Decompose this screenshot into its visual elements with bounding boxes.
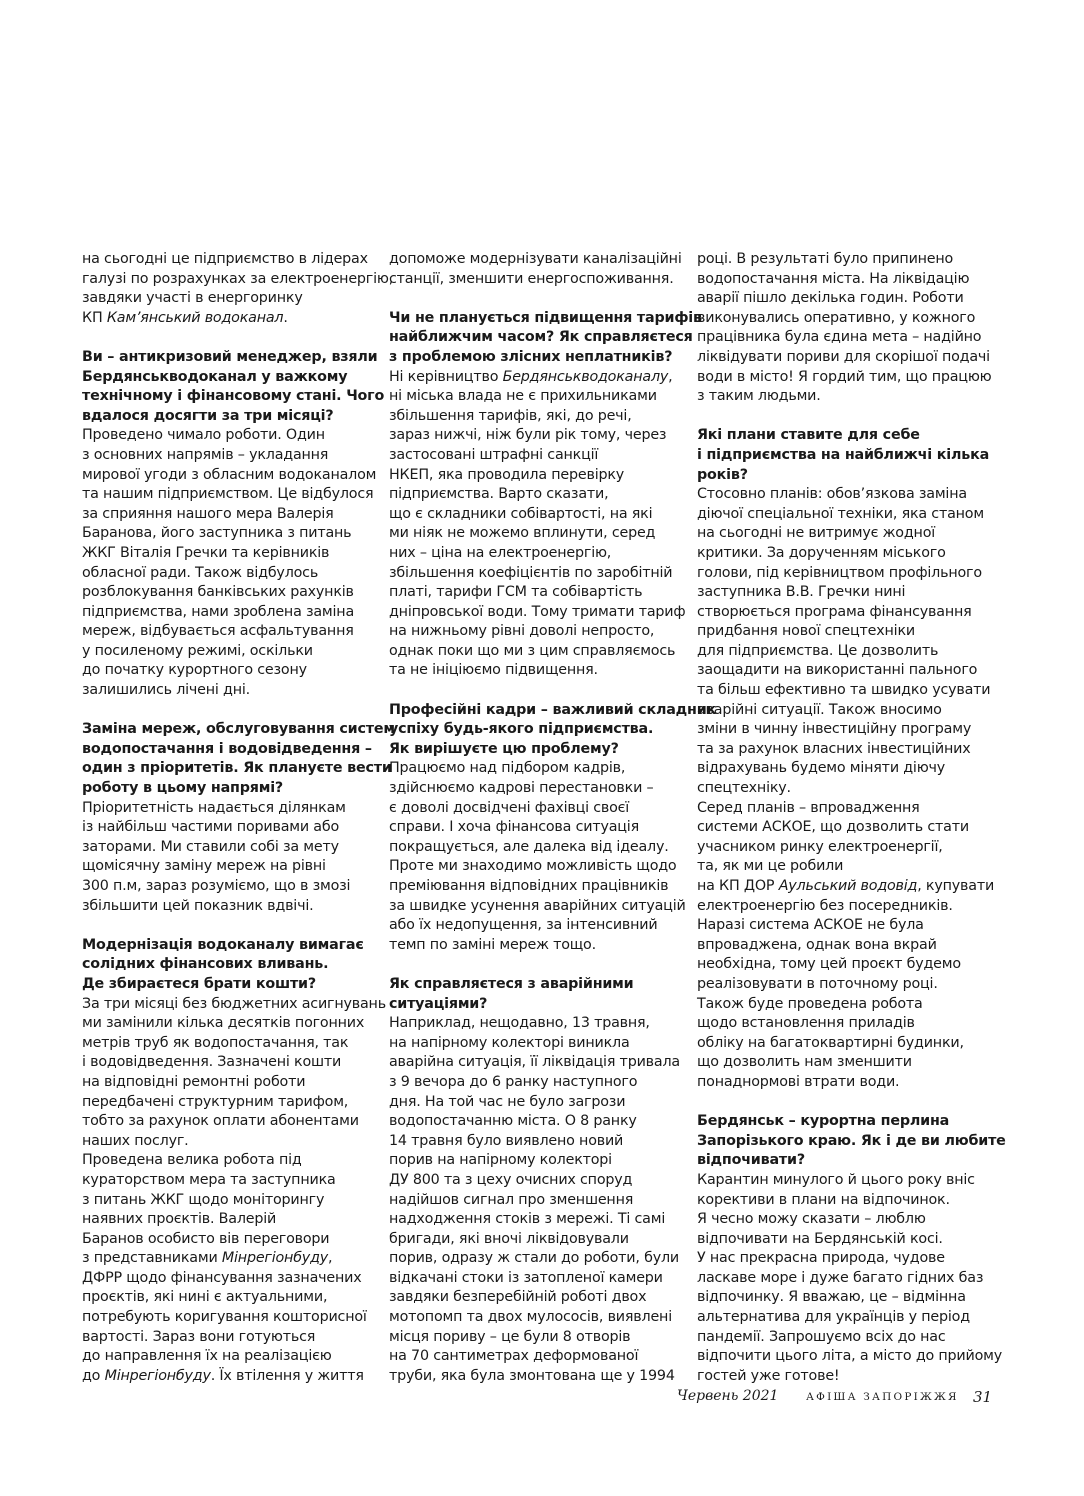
question-line: Які плани ставите для себе — [697, 427, 920, 444]
text-line: та за рахунок власних інвестиційних — [697, 740, 971, 757]
text-line: виконувались оперативно, у кожного — [697, 309, 976, 326]
text-line: та нашим підприємством. Це відбулося — [82, 486, 374, 503]
question-line: технічному і фінансовому стані. Чого — [82, 388, 385, 405]
text-line: на нижньому рівні доволі непросто, — [389, 623, 655, 640]
text-line: Стосовно планів: обов’язкова заміна — [697, 486, 967, 503]
text-line: 300 п.м, зараз розуміємо, що в змозі — [82, 878, 351, 894]
text-line: та не ініціюємо підвищення. — [389, 662, 598, 679]
text-line: потребують коригування кошторисної — [82, 1309, 367, 1326]
text-line: зараз нижчі, ніж були рік тому, через — [389, 427, 667, 444]
question-line: ситуаціями? — [389, 995, 488, 1012]
issue-date: Червень 2021 — [677, 1388, 779, 1404]
question-line: років? — [697, 466, 748, 483]
text-line: Проведено чимало роботи. Один — [82, 427, 325, 444]
text-line: збільшення тарифів, які, до речі, — [389, 407, 632, 424]
text-line: порив, одразу ж стали до роботи, були — [389, 1250, 679, 1267]
text-line: голови, під керівництвом профільного — [697, 564, 982, 581]
text-line: кураторством мера та заступника — [82, 1171, 336, 1188]
text-line: Проведена велика робота під — [82, 1152, 302, 1169]
text-line: станції, зменшити енергоспоживання. — [389, 270, 674, 287]
text-line: ласкаве море і дуже багато гідних баз — [697, 1269, 984, 1286]
magazine-name: АФІША ЗАПОРІЖЖЯ — [806, 1391, 959, 1403]
text-line: до направлення їх на реалізацією — [82, 1348, 332, 1365]
text-line: з 9 вечора до 6 ранку наступного — [389, 1073, 638, 1090]
text-line: вартості. Зараз вони готуються — [82, 1328, 316, 1345]
text-line: та більш ефективно та швидко усувати — [697, 682, 991, 699]
text-line: Проте ми знаходимо можливість щодо — [389, 858, 677, 875]
text-line: відпочивати на Бердянській косі. — [697, 1230, 943, 1247]
text-line: з питань ЖКГ щодо моніторингу — [82, 1191, 325, 1208]
text-line: водопостачання міста. На ліквідацію — [697, 270, 970, 287]
text-line: системи АСКОЕ, що дозволить стати — [697, 819, 969, 836]
text-line: завдяки участі в енергоринку — [82, 290, 303, 307]
text-line: щомісячну заміну мереж на рівні — [82, 858, 326, 875]
text-line: є доволі досвідчені фахівці своєї — [389, 799, 630, 816]
text-line: ми замінили кілька десятків погонних — [82, 1015, 365, 1032]
text-line: Наприклад, нещодавно, 13 травня, — [389, 1015, 650, 1032]
text-line: за сприяння нашого мера Валерія — [82, 505, 334, 522]
text-line: зміни в чинну інвестиційну програму — [697, 721, 972, 738]
text-line: у посиленому режимі, оскільки — [82, 642, 313, 659]
text-line: бригади, які вночі ліквідовували — [389, 1230, 629, 1247]
question-line: відпочивати? — [697, 1152, 805, 1169]
text-line: порив на напірному колекторі — [389, 1152, 612, 1169]
text-line: Також буде проведена робота — [697, 995, 923, 1012]
text-line: впроваджена, однак вона вкрай — [697, 936, 937, 953]
text-line: тобто за рахунок оплати абонентами — [82, 1113, 359, 1130]
text-line: водопостачанню міста. О 8 ранку — [389, 1113, 637, 1130]
text-line: з таким людьми. — [697, 388, 821, 405]
paragraph-gap — [82, 701, 382, 721]
question-line: Бердянськводоканал у важкому — [82, 368, 348, 385]
text-line: збільшити цей показник вдвічі. — [82, 897, 314, 914]
text-line: корективи в плани на відпочинок. — [697, 1191, 950, 1208]
text-line: пандемії. Запрошуємо всіх до нас — [697, 1328, 946, 1345]
text-line: У нас прекрасна природа, чудове — [697, 1250, 945, 1267]
text-line: однак поки що ми з цим справляємось — [389, 642, 676, 659]
text-line: електроенергію без посередників. — [697, 897, 953, 914]
text-line: Пріоритетність надається ділянкам — [82, 799, 346, 816]
text-line: році. В результаті було припинено — [697, 251, 954, 267]
text-line: реалізовувати в поточному році. — [697, 975, 938, 992]
text-line: аварії пішло декілька годин. Роботи — [697, 290, 964, 307]
question-line: водопостачання і водовідведення – — [82, 740, 372, 757]
text-line: них – ціна на електроенергію, — [389, 544, 612, 561]
question-line: Професійні кадри – важливий складник — [389, 701, 717, 718]
text-segment: , — [328, 1250, 333, 1267]
text-line: щодо встановлення приладів — [697, 1015, 915, 1032]
text-line: заощадити на використанні пального — [697, 662, 978, 679]
question-line: найближчим часом? Як справляєтеся — [389, 329, 693, 346]
text-line: темп по заміні мереж тощо. — [389, 936, 596, 953]
page-number: 31 — [973, 1388, 993, 1406]
text-line: надійшов сигнал про зменшення — [389, 1191, 634, 1208]
text-line: відпочити цього літа, а місто до прийому — [697, 1348, 1002, 1365]
text-line: Серед планів – впровадження — [697, 799, 920, 816]
text-line: критики. За дорученням міського — [697, 544, 946, 561]
text-line: води в місто! Я гордий тим, що працюю — [697, 368, 992, 385]
text-line: ДУ 800 та з цеху очисних споруд — [389, 1171, 633, 1188]
text-line — [82, 1249, 382, 1269]
paragraph-gap — [389, 289, 689, 309]
text-line: Працюємо над підбором кадрів, — [389, 760, 626, 777]
italic-name: Мінрегіонбуду — [104, 1367, 211, 1384]
text-line: обліку на багатоквартирні будинки, — [697, 1034, 964, 1051]
text-line: для підприємства. Це дозволить — [697, 642, 939, 659]
text-line: відкачані стоки із затопленої камери — [389, 1269, 663, 1286]
text-line: заторами. Ми ставили собі за мету — [82, 838, 339, 855]
text-line: на сьогодні це підприємство в лідерах — [82, 251, 368, 267]
page-footer — [0, 1388, 1084, 1412]
text-line: метрів труб як водопостачання, так — [82, 1034, 349, 1051]
text-line: та, як ми це робили — [697, 858, 844, 875]
text-line: діючої спеціальної техніки, яка станом — [697, 505, 984, 522]
question-line: Де збираєтеся брати кошти? — [82, 975, 316, 992]
text-line: створюється програма фінансування — [697, 603, 972, 620]
text-segment: до — [82, 1367, 105, 1384]
text-line: За три місяці без бюджетних асигнувань — [82, 995, 386, 1012]
text-line: на сьогодні не витримує жодної — [697, 525, 936, 542]
text-segment: , — [668, 368, 673, 385]
text-line: Баранов особисто вів переговори — [82, 1230, 330, 1247]
italic-name: Мінрегіонбуду — [221, 1250, 329, 1267]
text-line: Баранова, його заступника з питань — [82, 525, 352, 542]
text-line: галузі по розрахунках за електроенергію, — [82, 270, 394, 287]
text-line: відпочинку. Я вважаю, це – відмінна — [697, 1289, 966, 1306]
text-line: і водовідведення. Зазначені кошти — [82, 1054, 342, 1071]
text-line: ліквідувати пориви для скорішої подачі — [697, 348, 990, 365]
text-line: Карантин минулого й цього року вніс — [697, 1171, 975, 1188]
text-line: проєктів, які нині є актуальними, — [82, 1289, 328, 1306]
text-line: залишились лічені дні. — [82, 682, 250, 699]
question-line: Модернізація водоканалу вимагає — [82, 936, 364, 953]
text-line: відрахувань будемо міняти діючу — [697, 760, 946, 777]
text-line: завдяки безперебійній роботі двох — [389, 1289, 647, 1306]
text-segment: КП — [82, 309, 107, 326]
text-segment: , купувати — [917, 878, 995, 894]
text-line: ми ніяк не можемо вплинути, серед — [389, 525, 656, 542]
text-line: що є складники собівартості, на які — [389, 505, 653, 522]
question-line: вдалося досягти за три місяці? — [82, 407, 334, 424]
question-line: Чи не планується підвищення тарифів — [389, 309, 702, 326]
text-line: ЖКГ Віталія Гречки та керівників — [82, 544, 330, 561]
question-line: Як вирішуєте цю проблему? — [389, 740, 619, 757]
text-line: надходження стоків з мережі. Ті самі — [389, 1211, 666, 1228]
text-line: спецтехніку. — [697, 780, 791, 797]
question-line: з проблемою злісних неплатників? — [389, 348, 673, 365]
text-line: або їх недопущення, за інтенсивний — [389, 917, 658, 934]
italic-name: Кам’янський водоканал — [106, 309, 284, 326]
text-line: справи. І хоча фінансова ситуація — [389, 819, 639, 836]
text-line: дніпровської води. Тому тримати тариф — [389, 603, 686, 620]
paragraph-gap — [389, 955, 689, 975]
text-line: наявних проєктів. Валерій — [82, 1211, 277, 1228]
text-line: здійснюємо кадрові перестановки – — [389, 780, 654, 797]
italic-name: Аульський водовід — [778, 878, 918, 894]
paragraph-gap — [389, 681, 689, 701]
text-line: підприємства, нами зроблена заміна — [82, 603, 355, 620]
text-line: аварійні ситуації. Також вносимо — [697, 701, 942, 718]
text-segment: Ні керівництво — [389, 368, 503, 385]
text-line: обласної ради. Також відбулось — [82, 564, 319, 581]
text-line: труби, яка була змонтована ще у 1994 — [389, 1367, 675, 1384]
question-line: Бердянськ – курортна перлина — [697, 1113, 950, 1130]
text-line: до початку курортного сезону — [82, 662, 307, 679]
text-line: НКЕП, яка проводила перевірку — [389, 466, 625, 483]
text-line: на відповідні ремонтні роботи — [82, 1073, 306, 1090]
text-line — [389, 368, 689, 388]
paragraph-gap — [82, 916, 382, 936]
question-line: Як справляєтеся з аварійними — [389, 975, 634, 992]
text-line: 14 травня було виявлено новий — [389, 1132, 624, 1149]
text-line: за швидке усунення аварійних ситуацій — [389, 897, 686, 914]
text-line: преміювання відповідних працівників — [389, 878, 669, 894]
question-line: Ви – антикризовий менеджер, взяли — [82, 348, 378, 365]
question-line: і підприємства на найближчі кілька — [697, 446, 990, 463]
text-segment: з представниками — [82, 1250, 222, 1267]
text-line: необхідна, тому цей проєкт будемо — [697, 956, 961, 973]
article-column-1 — [82, 250, 395, 1386]
italic-name: Бердянськводоканалу — [502, 368, 669, 385]
text-line: на 70 сантиметрах деформованої — [389, 1348, 639, 1365]
text-line: Наразі система АСКОЕ не була — [697, 917, 924, 934]
text-line: підприємства. Варто сказати, — [389, 486, 609, 503]
text-line: альтернатива для українців у період — [697, 1309, 970, 1326]
text-line: мирової угоди з обласним водоканалом — [82, 466, 377, 483]
text-line: збільшення коефіцієнтів по заробітній — [389, 564, 673, 581]
paragraph-gap — [82, 328, 382, 348]
article-column-2 — [389, 250, 717, 1386]
text-line: допоможе модернізувати каналізаційні — [389, 251, 682, 267]
text-line: застосовані штрафні санкції — [389, 446, 599, 463]
text-line: наших послуг. — [82, 1132, 189, 1149]
text-line: заступника В.В. Гречки нині — [697, 584, 906, 601]
text-line: із найбільш частими поривами або — [82, 819, 340, 836]
paragraph-gap — [697, 1093, 997, 1113]
paragraph-gap — [697, 407, 997, 427]
text-line: понаднормові втрати води. — [697, 1073, 900, 1090]
text-line: ні міська влада не є прихильниками — [389, 388, 657, 405]
text-line: аварійна ситуація, її ліквідація тривала — [389, 1054, 680, 1071]
text-line — [697, 877, 997, 897]
text-segment: . — [283, 309, 288, 326]
text-line: Я чесно можу сказати – люблю — [697, 1211, 926, 1228]
question-line: Запорізького краю. Як і де ви любите — [697, 1132, 1006, 1149]
text-segment: . Їх втілення у життя — [210, 1367, 364, 1384]
question-line: один з пріоритетів. Як плануєте вести — [82, 760, 392, 777]
text-line: покращується, але далека від ідеалу. — [389, 838, 669, 855]
text-line — [82, 309, 382, 329]
text-line: на напірному колекторі виникла — [389, 1034, 630, 1051]
text-line: передбачені структурним тарифом, — [82, 1093, 349, 1110]
text-line: з основних напрямів – укладання — [82, 446, 329, 463]
text-line: розблокування банківських рахунків — [82, 584, 354, 601]
text-line: гостей уже готове! — [697, 1367, 840, 1384]
text-line: придбання нової спецтехніки — [697, 623, 915, 640]
text-line: ДФРР щодо фінансування зазначених — [82, 1269, 362, 1286]
question-line: успіху будь-якого підприємства. — [389, 721, 654, 738]
text-line: місця пориву – це були 8 отворів — [389, 1328, 631, 1345]
article-column-3 — [697, 250, 1006, 1386]
text-line: мереж, відбувається асфальтування — [82, 623, 354, 640]
text-line: що дозволить нам зменшити — [697, 1054, 912, 1071]
text-line: працівника була єдина мета – надійно — [697, 329, 982, 346]
question-line: роботу в цьому напрямі? — [82, 780, 284, 797]
text-line: платі, тарифи ГСМ та собівартість — [389, 584, 643, 601]
question-line: Заміна мереж, обслуговування систем — [82, 721, 395, 738]
text-line — [82, 1367, 382, 1387]
text-line: дня. На той час не було загрози — [389, 1093, 626, 1110]
text-line: учасником ринку електроенергії, — [697, 838, 943, 855]
text-segment: на КП ДОР — [697, 878, 779, 894]
question-line: солідних фінансових вливань. — [82, 956, 329, 973]
text-line: мотопомп та двох мулососів, виявлені — [389, 1309, 672, 1326]
